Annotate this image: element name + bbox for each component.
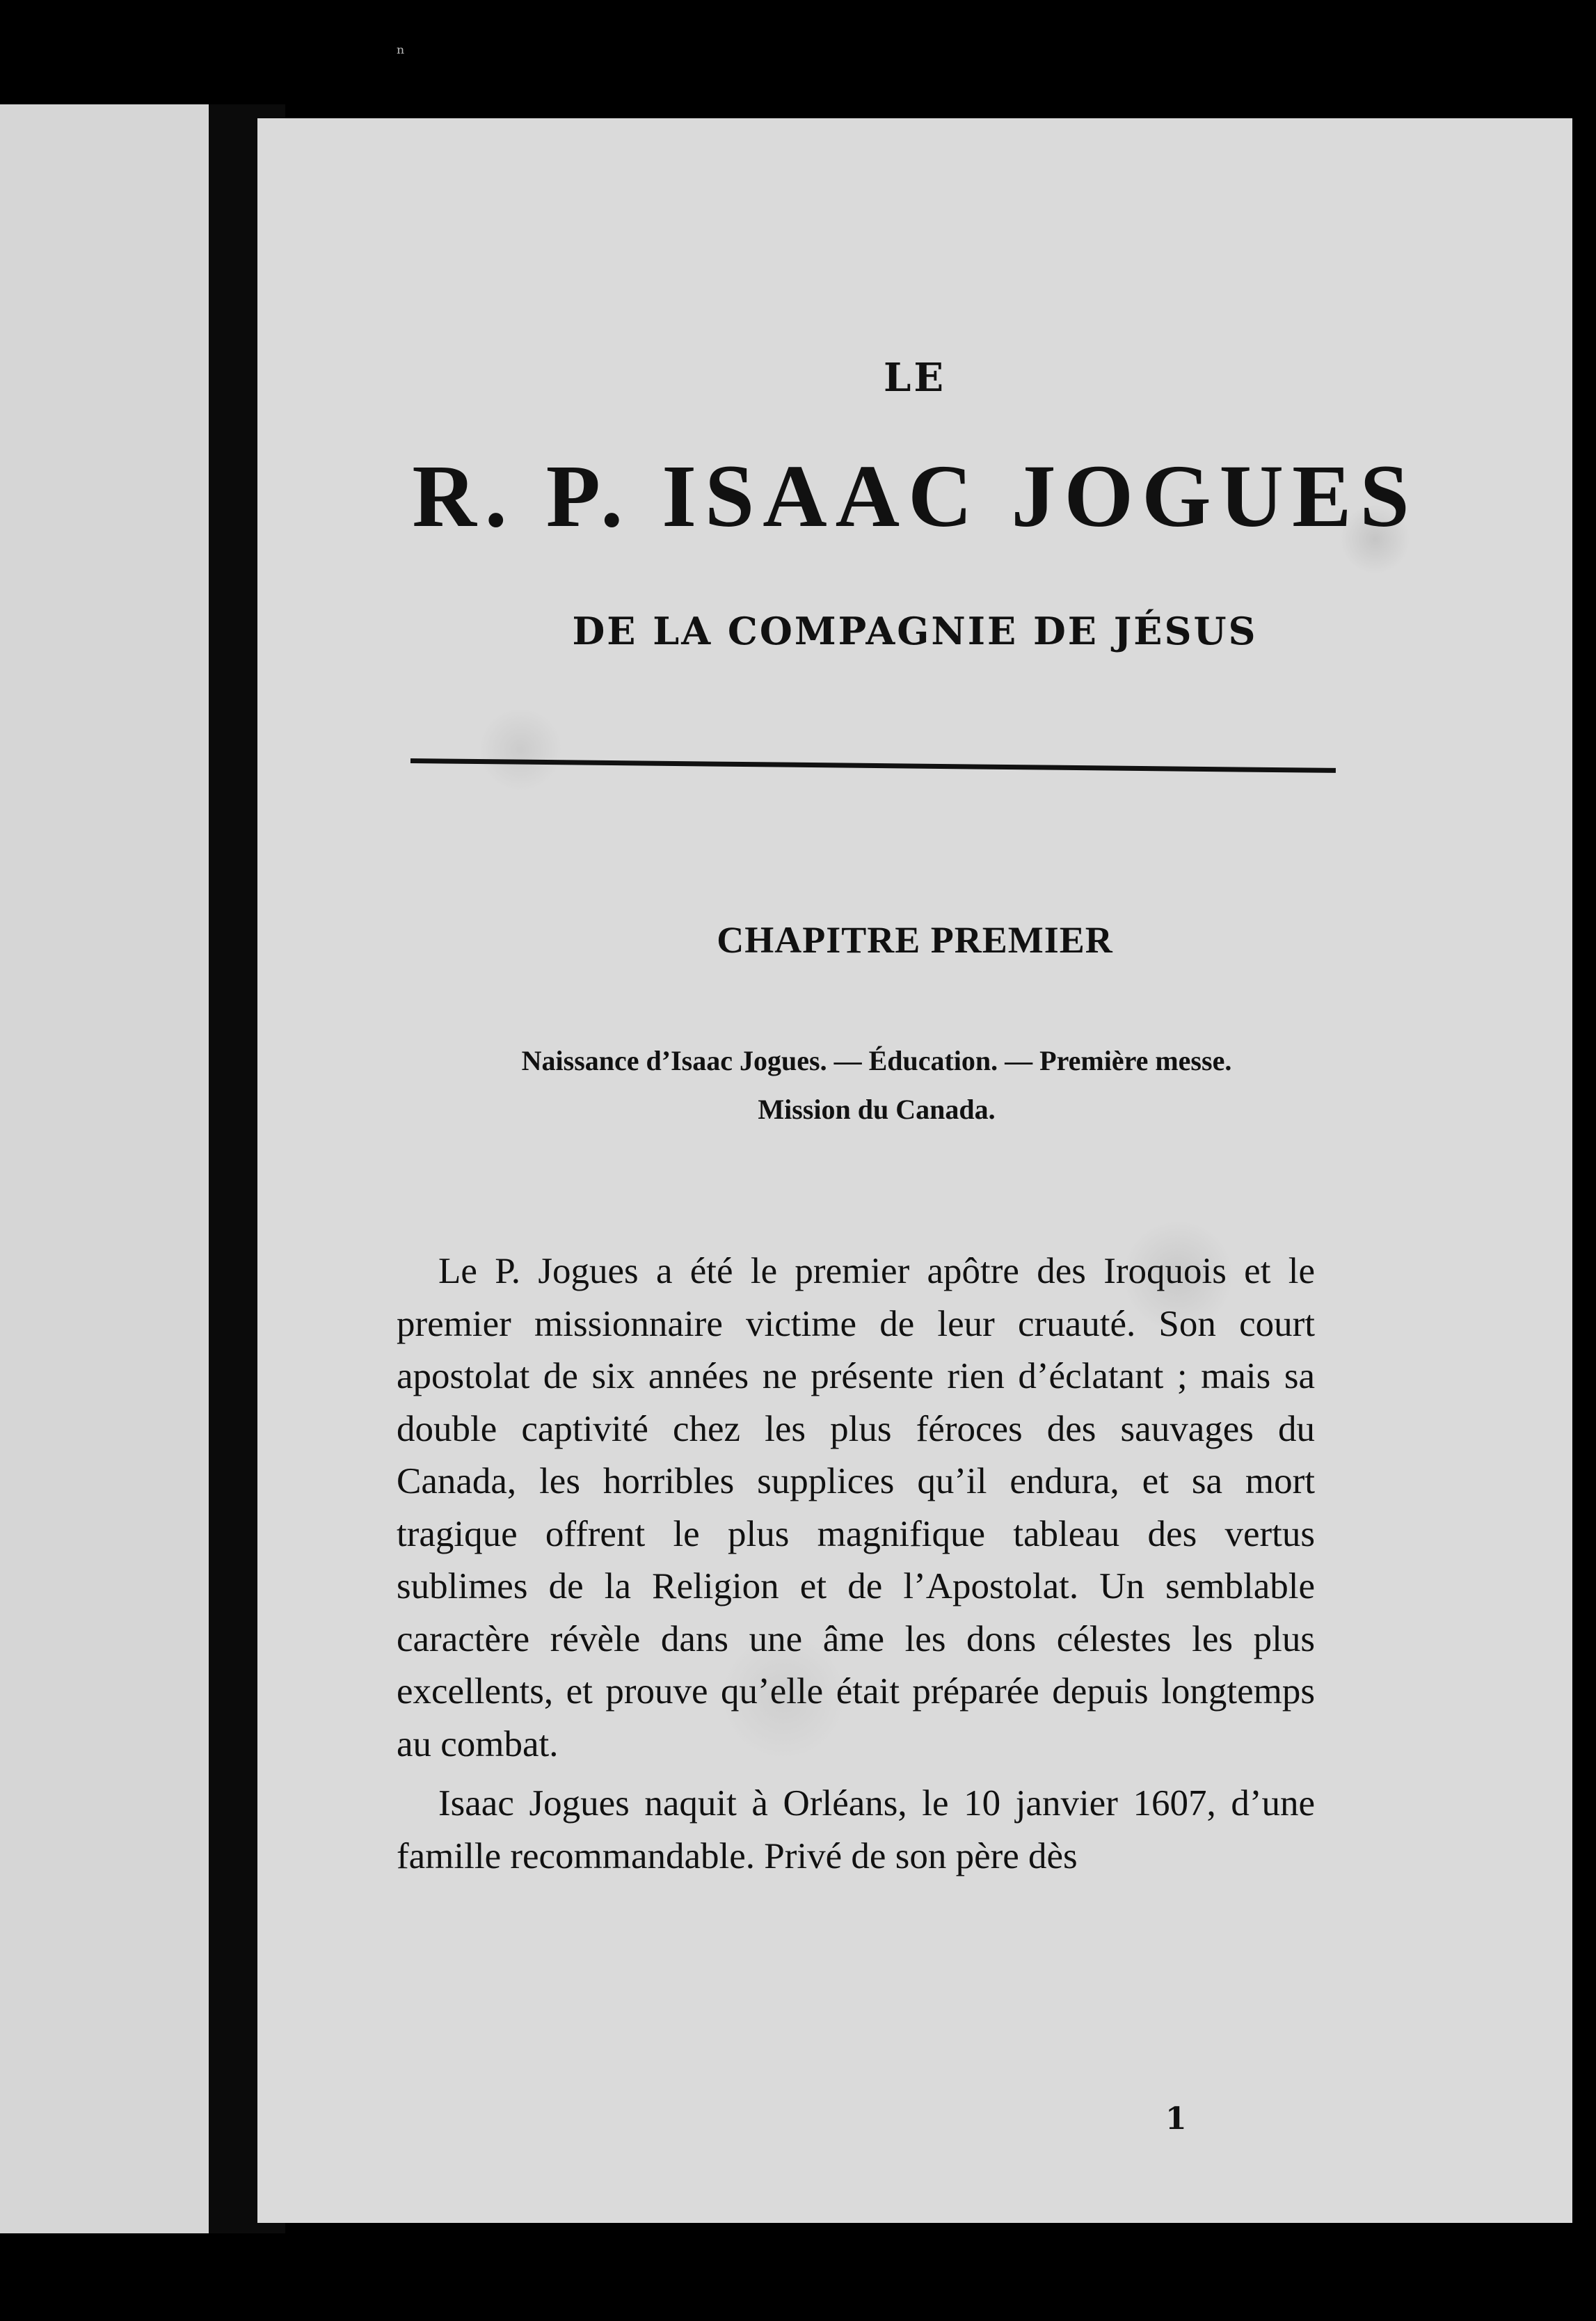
chapter-summary-line-1: Naissance d’Isaac Jogues. — Éducation. — Première messe.: [521, 1045, 1232, 1076]
chapter-summary: [348, 1037, 1405, 1134]
book-title: R. P. ISAAC JOGUES: [412, 447, 1418, 545]
chapter-summary-line-2: Mission du Canada.: [758, 1094, 996, 1125]
title-rule: [410, 758, 1336, 773]
chapter-heading: CHAPITRE PREMIER: [717, 919, 1113, 961]
book-page: [257, 118, 1572, 2223]
book-subtitle: DE LA COMPAGNIE DE JÉSUS: [572, 609, 1258, 653]
paragraph-1: Le P. Jogues a été le premier apôtre des Iroquois et le premier missionnaire victime de leur cruauté. Son court apostolat de six années ne présente rien d’éclatant ; mais sa double captivité chez les plus féroces des sauvages du Canada, les horribles supplices qu’il endura, et sa mort tragique offrent le plus magnifique tableau des vertus sublimes de la Religion et de l’Apostolat. Un semblable caractère révèle dans une âme les dons célestes les plus excellents, et prouve qu’elle était préparée depuis longtemps au combat.: [397, 1251, 1315, 1764]
body-text: [397, 1245, 1315, 1883]
paragraph-2: Isaac Jogues naquit à Orléans, le 10 janvier 1607, d’une famille recommandable. Privé de son père dès: [397, 1783, 1315, 1876]
title-article: LE: [883, 355, 947, 401]
signature-mark: 1: [1165, 2101, 1187, 2137]
corner-mark: ⁿ: [397, 42, 406, 65]
